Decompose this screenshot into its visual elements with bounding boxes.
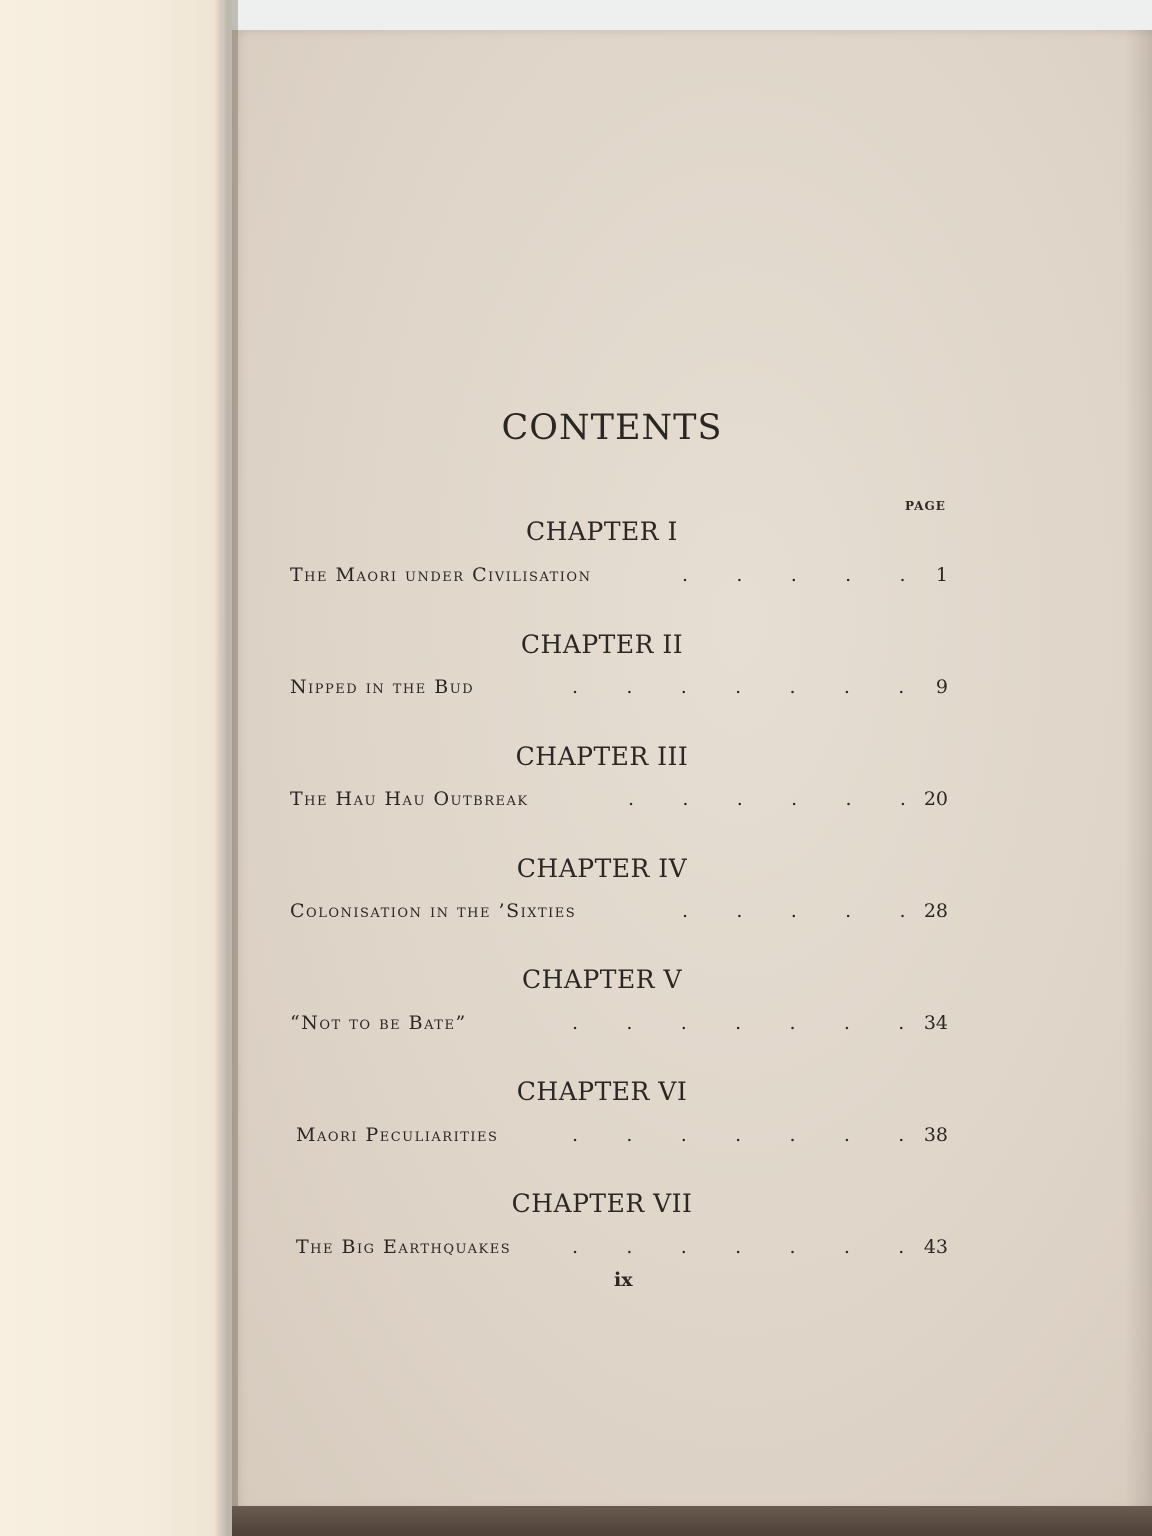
chapter-heading: CHAPTER V <box>521 965 683 994</box>
entry-page-number: 1 <box>935 564 948 586</box>
page-column-label: PAGE <box>905 499 946 513</box>
entry-title: The Maori under Civilisation <box>290 564 592 586</box>
toc-entry[interactable] <box>290 676 950 706</box>
facing-page <box>0 0 222 1536</box>
toc-entry[interactable] <box>290 564 950 594</box>
entry-title: Nipped in the Bud <box>290 676 475 698</box>
chapter-heading: CHAPTER VII <box>511 1189 693 1218</box>
entry-page-number: 9 <box>935 676 948 698</box>
entry-title: The Hau Hau Outbreak <box>290 788 529 810</box>
dot-leader: . . . . . <box>682 564 906 586</box>
entry-page-number: 28 <box>923 900 948 922</box>
book-gutter <box>214 0 238 1536</box>
toc-entry[interactable] <box>290 1012 950 1042</box>
dot-leader: . . . . . . <box>628 788 906 810</box>
toc-entry[interactable] <box>290 1236 950 1266</box>
page-edge-shadow <box>1124 30 1152 1510</box>
entry-page-number: 34 <box>923 1012 948 1034</box>
dot-leader: . . . . . . . <box>572 1012 905 1034</box>
entry-page-number: 43 <box>923 1236 948 1258</box>
entry-title: The Big Earthquakes <box>296 1236 512 1258</box>
entry-title: Colonisation in the ’Sixties <box>290 900 577 922</box>
chapter-heading: CHAPTER III <box>515 742 689 771</box>
dot-leader: . . . . . <box>682 900 906 922</box>
book-board <box>232 1506 1152 1536</box>
chapter-heading: CHAPTER VI <box>516 1077 688 1106</box>
toc-entry[interactable] <box>290 900 950 930</box>
chapter-heading: CHAPTER I <box>526 517 678 546</box>
dot-leader: . . . . . . . <box>572 676 905 698</box>
chapter-heading: CHAPTER IV <box>516 854 688 883</box>
entry-title: “Not to be Bate” <box>290 1012 467 1034</box>
entry-page-number: 20 <box>923 788 948 810</box>
toc-entry[interactable] <box>290 1124 950 1154</box>
entry-title: Maori Peculiarities <box>296 1124 499 1146</box>
toc-entry[interactable] <box>290 788 950 818</box>
dot-leader: . . . . . . . <box>572 1236 905 1258</box>
entry-page-number: 38 <box>923 1124 948 1146</box>
contents-title: CONTENTS <box>501 408 723 448</box>
chapter-heading: CHAPTER II <box>520 630 684 659</box>
dot-leader: . . . . . . . <box>572 1124 905 1146</box>
page-folio: ix <box>614 1269 633 1291</box>
